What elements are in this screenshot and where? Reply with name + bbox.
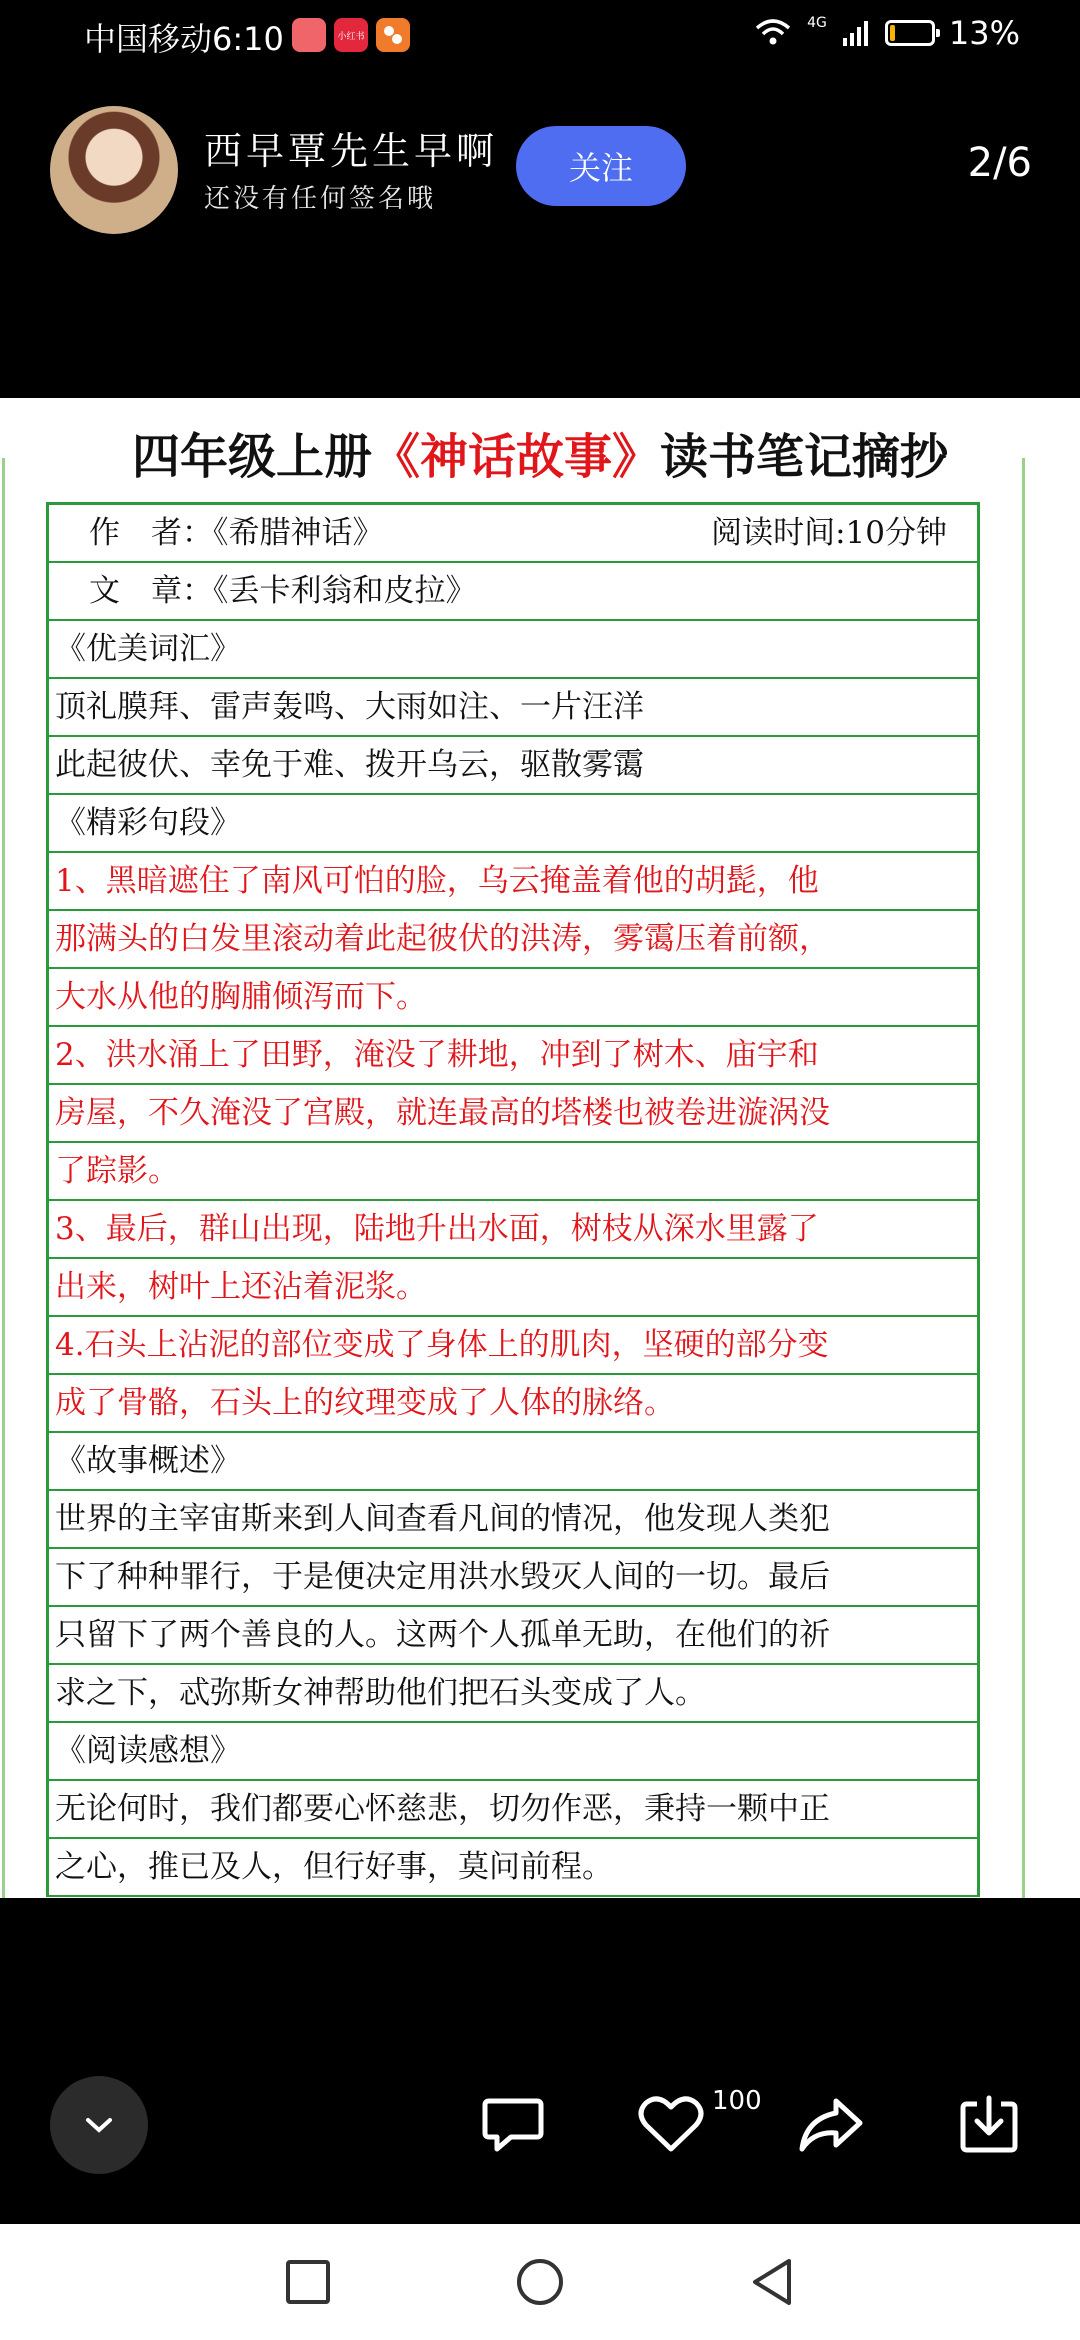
author-field: 作 者：《希腊神话》 — [89, 515, 384, 551]
comment-icon — [481, 2095, 545, 2155]
download-button[interactable] — [954, 2090, 1024, 2160]
notes-row: 此起彼伏、幸免于难、拨开乌云，驱散雾霭 — [49, 737, 977, 795]
collapse-button[interactable] — [50, 2076, 148, 2174]
notes-row: 1、黑暗遮住了南风可怕的脸，乌云掩盖着他的胡髭，他 — [49, 853, 977, 911]
page-counter: 2/6 — [967, 140, 1032, 186]
notes-row: 只留下了两个善良的人。这两个人孤单无助，在他们的祈 — [49, 1607, 977, 1665]
like-button[interactable] — [636, 2090, 706, 2160]
notes-row: 顶礼膜拜、雷声轰鸣、大雨如注、一片汪洋 — [49, 679, 977, 737]
system-nav-bar — [0, 2224, 1080, 2340]
triangle-back-icon — [749, 2257, 795, 2307]
article-field: 文 章：《丢卡利翁和皮拉》 — [89, 573, 477, 609]
battery-icon — [885, 20, 935, 46]
notes-row: 无论何时，我们都要心怀慈悲，切勿作恶，秉持一颗中正 — [49, 1781, 977, 1839]
like-count: 100 — [712, 2086, 762, 2116]
recents-button[interactable] — [280, 2254, 336, 2310]
notes-row: 《优美词汇》 — [49, 621, 977, 679]
avatar[interactable] — [50, 106, 178, 234]
circle-icon — [515, 2257, 565, 2307]
square-icon — [285, 2259, 331, 2305]
notes-row: 了踪影。 — [49, 1143, 977, 1201]
app-icon-xiaohongshu: 小红书 — [334, 18, 368, 52]
notes-row: 成了骨骼，石头上的纹理变成了人体的脉络。 — [49, 1375, 977, 1433]
document-title: 四年级上册《神话故事》读书笔记摘抄 — [131, 429, 949, 485]
chevron-down-icon — [82, 2115, 116, 2135]
username[interactable]: 西早覃先生早啊 — [204, 129, 499, 173]
heart-icon — [638, 2095, 704, 2155]
app-icon-1 — [292, 18, 326, 52]
share-button[interactable] — [796, 2090, 866, 2160]
share-icon — [798, 2095, 864, 2155]
read-time: 阅读时间:10分钟 — [711, 515, 947, 551]
notes-row: 2、洪水涌上了田野，淹没了耕地，冲到了树木、庙宇和 — [49, 1027, 977, 1085]
notes-row: 求之下，忒弥斯女神帮助他们把石头变成了人。 — [49, 1665, 977, 1723]
notes-row: 之心，推已及人，但行好事，莫问前程。 — [49, 1839, 977, 1897]
notes-row: 3、最后，群山出现，陆地升出水面，树枝从深水里露了 — [49, 1201, 977, 1259]
page-edge-left — [2, 458, 5, 1898]
status-bar — [0, 0, 1080, 70]
notes-row: 世界的主宰宙斯来到人间查看凡间的情况，他发现人类犯 — [49, 1491, 977, 1549]
notes-row: 大水从他的胸脯倾泻而下。 — [49, 969, 977, 1027]
notes-table — [46, 502, 980, 1897]
back-button[interactable] — [744, 2254, 800, 2310]
app-icon-3 — [376, 18, 410, 52]
follow-button[interactable]: 关注 — [516, 126, 686, 206]
author-row — [49, 505, 977, 563]
notes-row: 《精彩句段》 — [49, 795, 977, 853]
user-signature: 还没有任何签名哦 — [204, 184, 437, 214]
notes-row: 那满头的白发里滚动着此起彼伏的洪涛，雾霭压着前额， — [49, 911, 977, 969]
network-type: 4G — [807, 15, 827, 31]
article-row — [49, 563, 977, 621]
carrier-time: 中国移动6:10 — [84, 20, 284, 58]
notes-row: 《故事概述》 — [49, 1433, 977, 1491]
download-icon — [957, 2094, 1021, 2156]
wifi-icon — [753, 18, 793, 48]
status-right — [753, 14, 1020, 52]
notes-row: 《阅读感想》 — [49, 1723, 977, 1781]
notes-row: 下了种种罪行，于是便决定用洪水毁灭人间的一切。最后 — [49, 1549, 977, 1607]
reading-notes-image[interactable] — [0, 398, 1080, 1898]
signal-icon — [841, 18, 871, 48]
home-button[interactable] — [512, 2254, 568, 2310]
notes-row: 出来，树叶上还沾着泥浆。 — [49, 1259, 977, 1317]
notes-row: 房屋，不久淹没了宫殿，就连最高的塔楼也被卷进漩涡没 — [49, 1085, 977, 1143]
notes-row: 4.石头上沾泥的部位变成了身体上的肌肉，坚硬的部分变 — [49, 1317, 977, 1375]
page-edge-right — [1022, 458, 1025, 1898]
notification-app-icons — [292, 18, 410, 52]
battery-percent: 13% — [948, 14, 1020, 52]
comment-button[interactable] — [478, 2090, 548, 2160]
